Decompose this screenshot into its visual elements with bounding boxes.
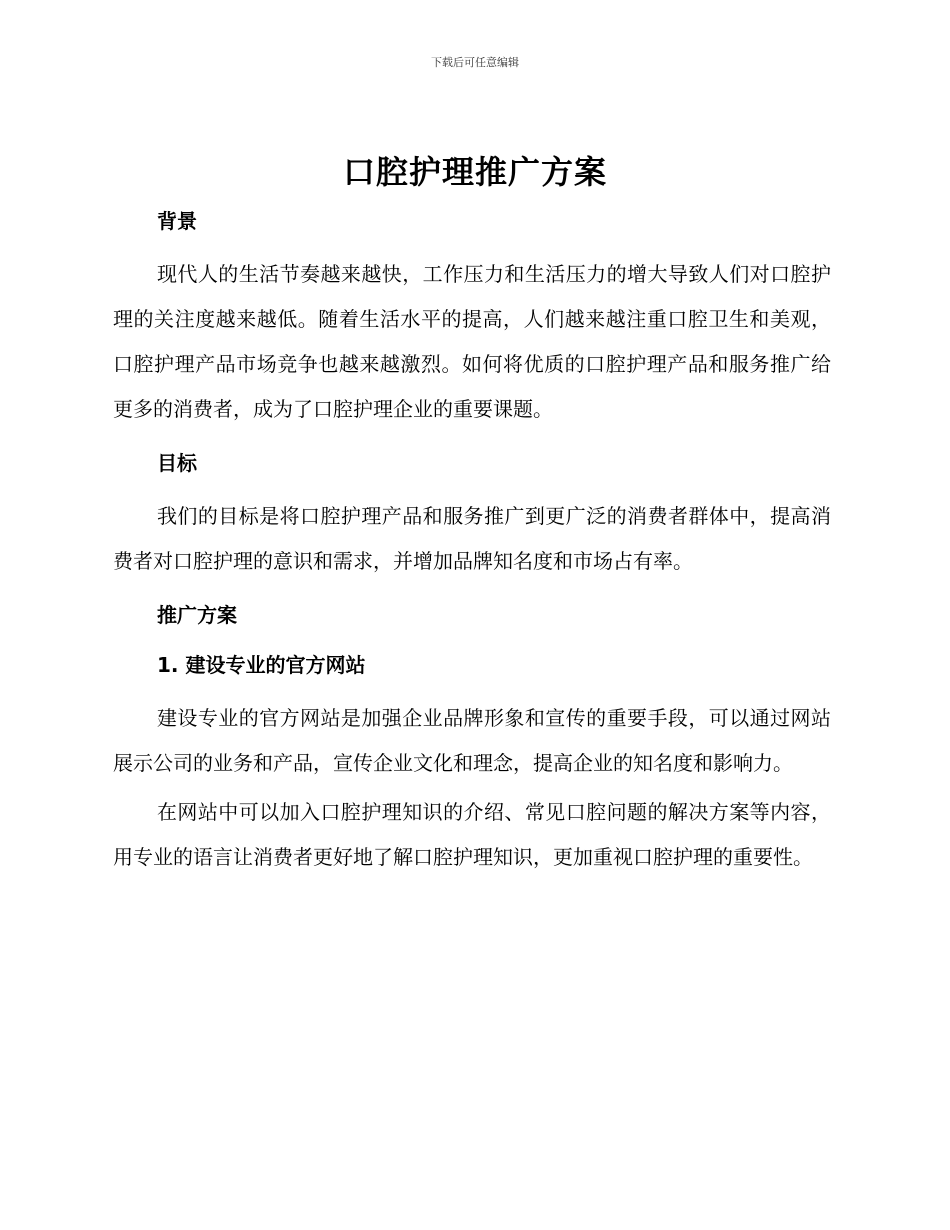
paragraph-website-2: 在网站中可以加入口腔护理知识的介绍、常见口腔问题的解决方案等内容，用专业的语言让消费者更好地了解口腔护理知识，更加重视口腔护理的重要性。 (113, 800, 831, 869)
page-title: 口腔护理推广方案 (342, 153, 607, 191)
paragraph-website-1: 建设专业的官方网站是加强企业品牌形象和宣传的重要手段，可以通过网站展示公司的业务和产品，宣传企业文化和理念，提高企业的知名度和影响力。 (113, 706, 831, 775)
paragraph-goal: 我们的目标是将口腔护理产品和服务推广到更广泛的消费者群体中，提高消费者对口腔护理的意识和需求，并增加品牌知名度和市场占有率。 (113, 504, 831, 573)
section-heading-goal: 目标 (157, 451, 197, 475)
section-heading-background: 背景 (157, 209, 197, 233)
document-body (113, 202, 831, 880)
subsection-heading-website: 1. 建设专业的官方网站 (157, 653, 366, 677)
header-note: 下载后可任意编辑 (431, 56, 519, 69)
section-heading-plan: 推广方案 (157, 603, 237, 627)
paragraph-background: 现代人的生活节奏越来越快，工作压力和生活压力的增大导致人们对口腔护理的关注度越来越低。随着生活水平的提高，人们越来越注重口腔卫生和美观，口腔护理产品市场竞争也越来越激烈。如何将优质的口腔护理产品和服务推广给更多的消费者，成为了口腔护理企业的重要课题。 (113, 262, 831, 421)
